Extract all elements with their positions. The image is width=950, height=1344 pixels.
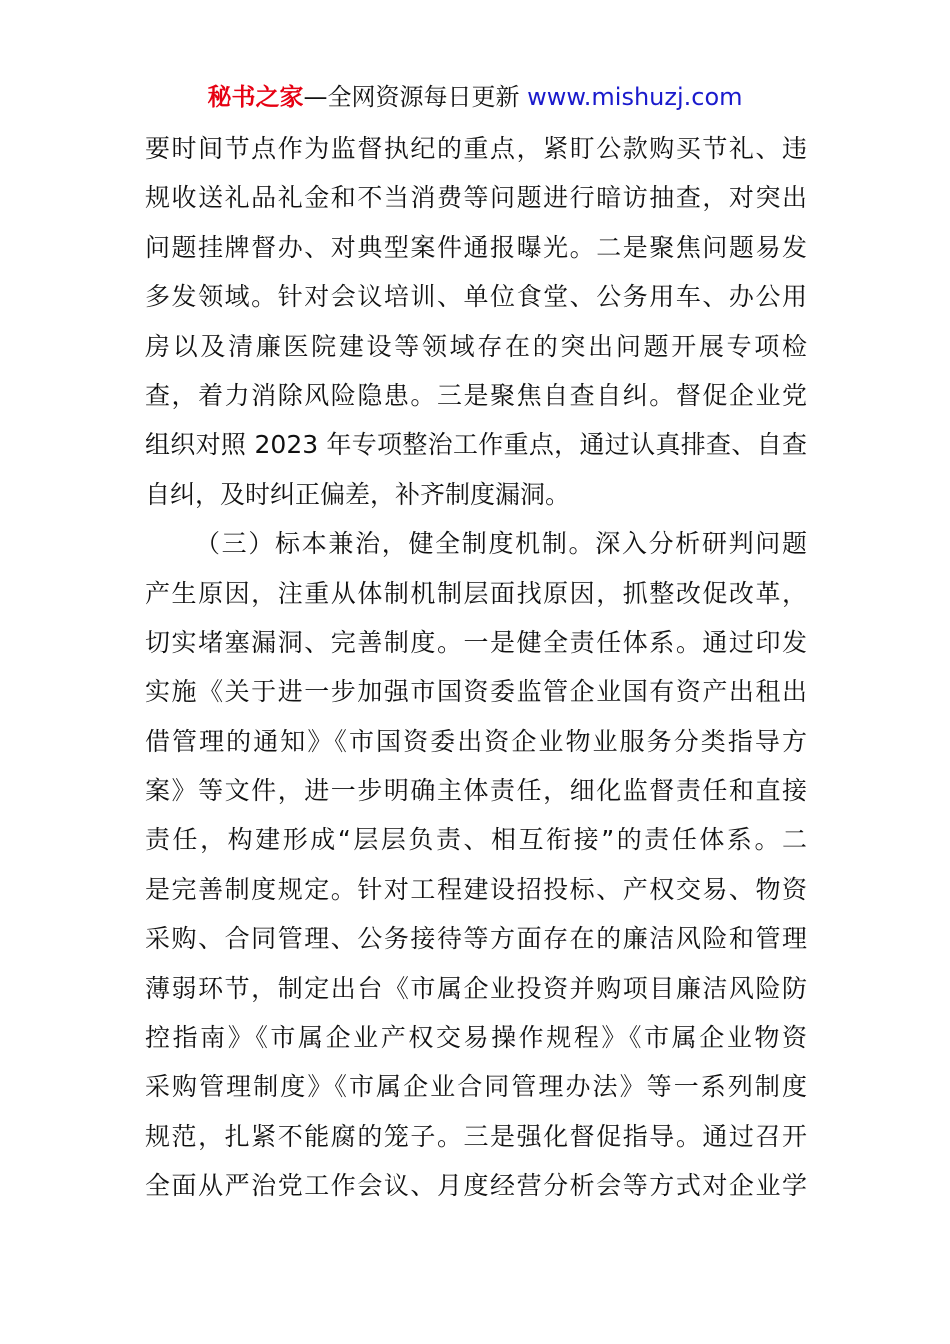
text-line: 是完善制度规定。针对工程建设招投标、产权交易、物资 — [145, 874, 807, 904]
text-line: 问题挂牌督办、对典型案件通报曝光。二是聚焦问题易发 — [145, 232, 807, 262]
text-line: 采购管理制度》《市属企业合同管理办法》等一系列制度 — [145, 1072, 807, 1102]
text-line: 查，着力消除风险隐患。三是聚焦自查自纠。督促企业党 — [145, 380, 807, 410]
text-line: 组织对照 2023 年专项整治工作重点，通过认真排查、自查 — [145, 430, 807, 460]
text-line: 全面从严治党工作会议、月度经营分析会等方式对企业学 — [145, 1171, 807, 1201]
text-line: 控指南》《市属企业产权交易操作规程》《市属企业物资 — [145, 1023, 807, 1053]
page-header — [0, 82, 950, 112]
text-line: 借管理的通知》《市国资委出资企业物业服务分类指导方 — [145, 726, 807, 756]
text-line: 产生原因，注重从体制机制层面找原因，抓整改促改革， — [145, 578, 807, 608]
section-heading-line: （三）标本兼治，健全制度机制。深入分析研判问题 — [195, 529, 807, 559]
header-tagline: —全网资源每日更新 — [303, 83, 528, 111]
text-line: 切实堵塞漏洞、完善制度。一是健全责任体系。通过印发 — [145, 627, 807, 657]
text-line: 责任，构建形成“层层负责、相互衔接”的责任体系。二 — [145, 825, 807, 855]
text-line: 采购、合同管理、公务接待等方面存在的廉洁风险和管理 — [145, 924, 807, 954]
brand-name: 秘书之家 — [207, 83, 304, 111]
text-line: 要时间节点作为监督执纪的重点，紧盯公款购买节礼、违 — [145, 134, 807, 163]
paragraph-end-line: 自纠，及时纠正偏差，补齐制度漏洞。 — [145, 479, 571, 509]
text-line: 规收送礼品礼金和不当消费等问题进行暗访抽查，对突出 — [145, 183, 807, 213]
site-url-link[interactable]: www.mishuzj.com — [527, 83, 743, 111]
text-line: 案》等文件，进一步明确主体责任，细化监督责任和直接 — [145, 776, 807, 806]
text-line: 薄弱环节，制定出台《市属企业投资并购项目廉洁风险防 — [145, 973, 807, 1003]
document-body — [145, 124, 807, 1211]
text-line: 实施《关于进一步加强市国资委监管企业国有资产出租出 — [145, 677, 807, 707]
text-line: 多发领域。针对会议培训、单位食堂、公务用车、办公用 — [145, 282, 807, 312]
text-line: 房以及清廉医院建设等领域存在的突出问题开展专项检 — [145, 331, 807, 361]
text-line: 规范，扎紧不能腐的笼子。三是强化督促指导。通过召开 — [145, 1121, 807, 1151]
